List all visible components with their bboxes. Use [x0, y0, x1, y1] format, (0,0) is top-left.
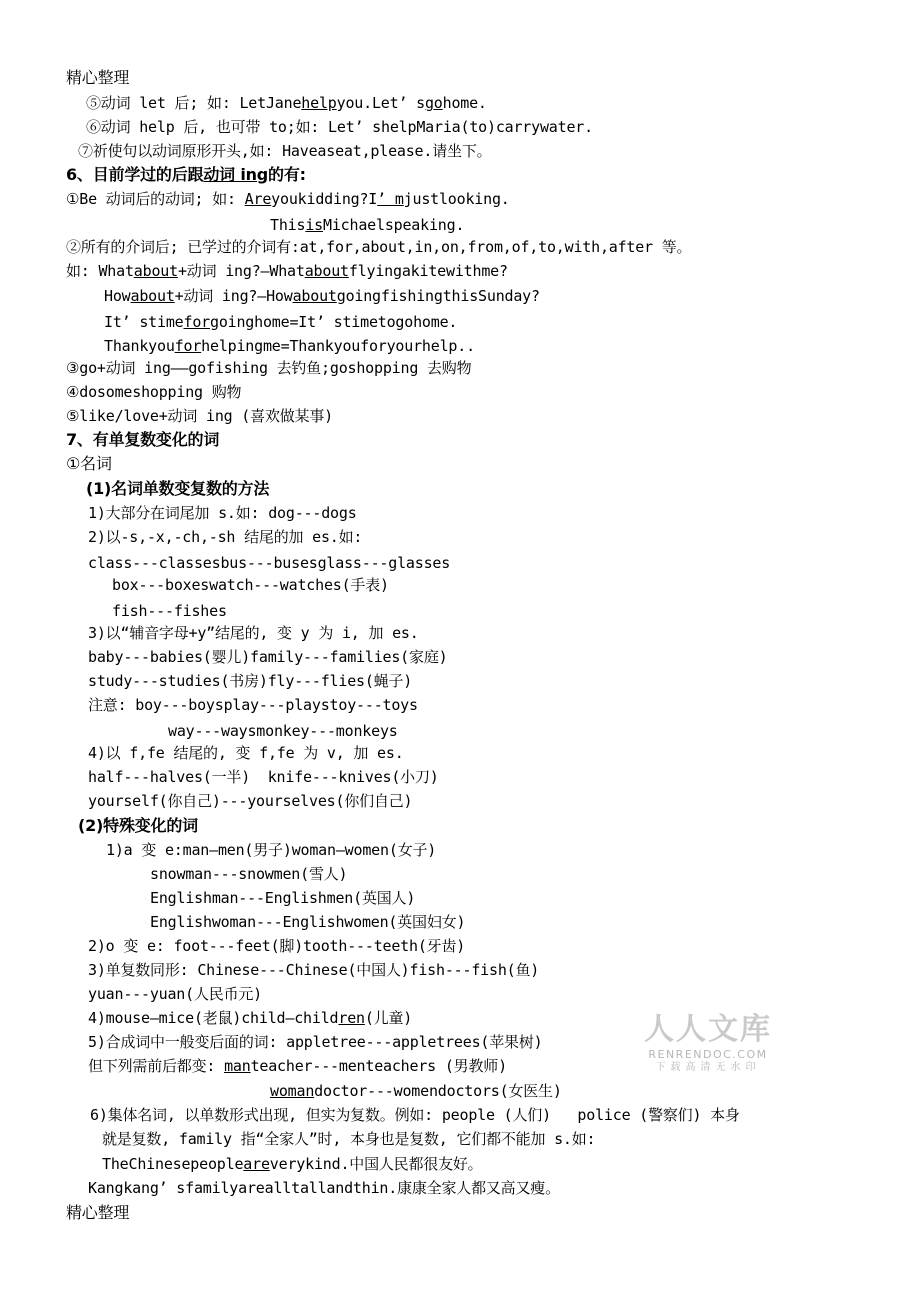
- page-footer: 精心整理: [66, 1203, 130, 1222]
- watermark-title: 人人文库: [644, 1012, 772, 1047]
- rule-a-to-e: 1)a 变 e:man—men(男子)woman—women(女子): [106, 841, 437, 859]
- subsection-noun: ①名词: [66, 454, 112, 473]
- line-thank-you: Thankyouforhelpingme=Thankyouforyourhelp..: [104, 337, 475, 355]
- line-let: ⑤动词 let 后; 如: LetJanehelpyou.Let’ sgohome.: [86, 94, 487, 112]
- page-header: 精心整理: [66, 68, 130, 87]
- rule-same-form: 3)单复数同形: Chinese---Chinese(中国人)fish---fish(鱼): [88, 961, 540, 979]
- rule-add-s: 1)大部分在词尾加 s.如: dog---dogs: [88, 504, 357, 522]
- example-snowman: snowman---snowmen(雪人): [150, 865, 348, 883]
- example-womandoctor: womandoctor---womendoctors(女医生): [270, 1082, 562, 1100]
- rule-add-es: 2)以-s,-x,-ch,-sh 结尾的加 es.如:: [88, 528, 363, 546]
- note-boy: 注意: boy---boysplay---playstoy---toys: [88, 696, 418, 714]
- rule-collective: 6)集体名词, 以单数形式出现, 但实为复数。例如: people (人们) police (警察们) 本身: [90, 1106, 740, 1124]
- section-6-heading: 6、目前学过的后跟动词 ing的有:: [66, 165, 306, 184]
- example-class: class---classesbus---busesglass---glasses: [88, 554, 451, 572]
- example-way: way---waysmonkey---monkeys: [168, 722, 398, 740]
- line-help: ⑥动词 help 后, 也可带 to;如: Let’ shelpMaria(to)carrywater.: [86, 118, 593, 136]
- watermark-logo: [628, 1012, 788, 1075]
- rule-f-fe: 4)以 f,fe 结尾的, 变 f,fe 为 v, 加 es.: [88, 744, 404, 762]
- line-be-verb: ①Be 动词后的动词; 如: Areyoukidding?I’ mjustlooking.: [66, 190, 510, 208]
- example-mouse: 4)mouse—mice(老鼠)child—children(儿童): [88, 1009, 413, 1027]
- rule-collective-cont: 就是复数, family 指“全家人”时, 本身也是复数, 它们都不能加 s.如:: [102, 1130, 596, 1148]
- line-michael: ThisisMichaelspeaking.: [270, 216, 465, 234]
- example-yourself: yourself(你自己)---yourselves(你们自己): [88, 792, 413, 810]
- example-study: study---studies(书房)fly---flies(蝇子): [88, 672, 413, 690]
- watermark-domain: RENRENDOC.COM: [648, 1048, 768, 1061]
- rule-o-to-e: 2)o 变 e: foot---feet(脚)tooth---teeth(牙齿): [88, 937, 466, 955]
- example-baby: baby---babies(婴儿)family---families(家庭): [88, 648, 448, 666]
- watermark-slogan: 下载高清无水印: [655, 1062, 761, 1073]
- line-prepositions: ②所有的介词后; 已学过的介词有:at,for,about,in,on,from,of,to,with,after 等。: [66, 238, 692, 256]
- subsection-special: (2)特殊变化的词: [78, 816, 198, 835]
- rule-compound: 5)合成词中一般变后面的词: appletree---appletrees(苹果树): [88, 1033, 543, 1051]
- line-like-love: ⑤like/love+动词 ing (喜欢做某事): [66, 407, 333, 425]
- example-half: half---halves(一半) knife---knives(小刀): [88, 768, 439, 786]
- line-imperative: ⑦祈使句以动词原形开头,如: Haveaseat,please.请坐下。: [78, 142, 492, 160]
- subsection-plural-methods: (1)名词单数变复数的方法: [86, 479, 270, 498]
- rule-both-change: 但下列需前后都变: manteacher---menteachers (男教师): [88, 1057, 507, 1075]
- line-how-about: Howabout+动词 ing?—HowaboutgoingfishingthisSunday?: [104, 287, 540, 305]
- example-fish: fish---fishes: [112, 602, 227, 620]
- example-chinese-people: TheChinesepeopleareverykind.中国人民都很友好。: [102, 1155, 483, 1173]
- line-shopping: ④dosomeshopping 购物: [66, 383, 242, 401]
- example-kangkang: Kangkang’ sfamilyarealltallandthin.康康全家人都又高又瘦。: [88, 1179, 560, 1197]
- rule-consonant-y: 3)以“辅音字母+y”结尾的, 变 y 为 i, 加 es.: [88, 624, 419, 642]
- example-yuan: yuan---yuan(人民币元): [88, 985, 263, 1003]
- line-what-about: 如: Whatabout+动词 ing?—Whataboutflyingakitewithme?: [66, 262, 508, 280]
- example-box: box---boxeswatch---watches(手表): [112, 576, 389, 594]
- section-7-heading: 7、有单复数变化的词: [66, 430, 220, 449]
- example-englishwoman: Englishwoman---Englishwomen(英国妇女): [150, 913, 466, 931]
- example-englishman: Englishman---Englishmen(英国人): [150, 889, 416, 907]
- line-go-fishing: ③go+动词 ing——gofishing 去钓鱼;goshopping 去购物: [66, 359, 472, 377]
- line-its-time: It’ stimeforgoinghome=It’ stimetogohome.: [104, 313, 458, 331]
